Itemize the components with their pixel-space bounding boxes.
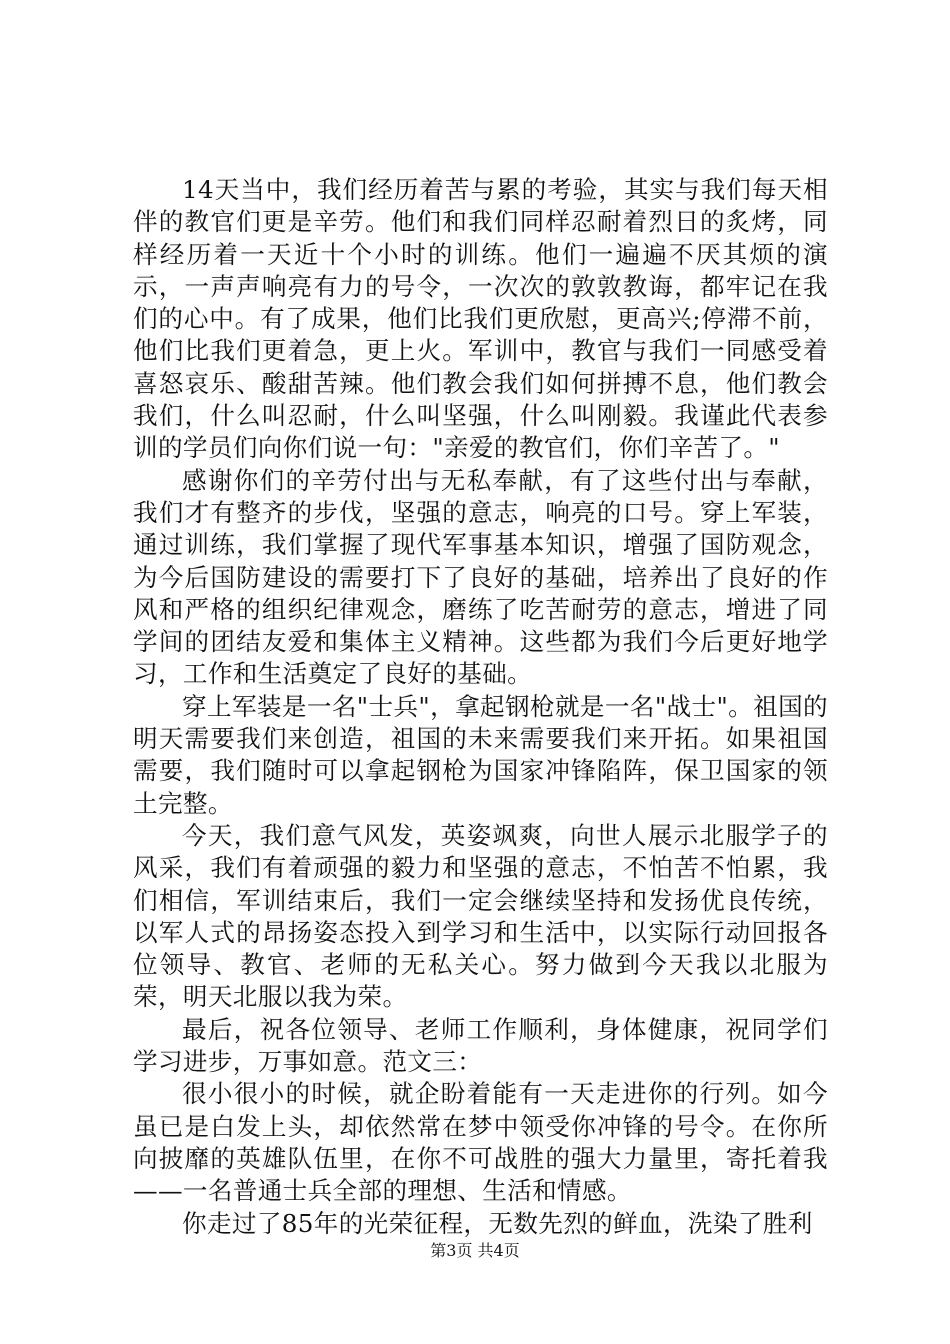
paragraph-7: 你走过了85年的光荣征程，无数先烈的鲜血，洗染了胜利 xyxy=(182,1208,813,1238)
paragraph-3: 穿上军装是一名"士兵"，拿起钢枪就是一名"战士"。祖国的明天需要我们来创造，祖国的未来需要我们来开拓。如果祖国需要，我们随时可以拿起钢枪为国家冲锋陷阵，保卫国家的领土完整。 xyxy=(133,691,828,818)
paragraph-2: 感谢你们的辛劳付出与无私奉献，有了这些付出与奉献，我们才有整齐的步伐，坚强的意志，响亮的口号。穿上军装，通过训练，我们掌握了现代军事基本知识，增强了国防观念，为今后国防建设的需要打下了良好的基础，培养出了良好的作风和严格的组织纪律观念，磨练了吃苦耐劳的意志，增进了同学间的团结友爱和集体主义精神。这些都为我们今后更好地学习，工作和生活奠定了良好的基础。 xyxy=(133,465,828,689)
paragraph-4: 今天，我们意气风发，英姿飒爽，向世人展示北服学子的风采，我们有着顽强的毅力和坚强的意志，不怕苦不怕累，我们相信，军训结束后，我们一定会继续坚持和发扬优良传统，以军人式的昂扬姿态投入到学习和生活中，以实际行动回报各位领导、教官、老师的无私关心。努力做到今天我以北服为荣，明天北服以我为荣。 xyxy=(133,820,828,1012)
body-text xyxy=(133,174,828,1240)
paragraph-5: 最后，祝各位领导、老师工作顺利，身体健康，祝同学们学习进步，万事如意。范文三： xyxy=(133,1014,828,1077)
page-number-footer: 第3页 共4页 xyxy=(430,1241,520,1260)
paragraph-1: 14天当中，我们经历着苦与累的考验，其实与我们每天相伴的教官们更是辛劳。他们和我们同样忍耐着烈日的炙烤，同样经历着一天近十个小时的训练。他们一遍遍不厌其烦的演示，一声声响亮有力的号令，一次次的敦敦教诲，都牢记在我们的心中。有了成果，他们比我们更欣慰，更高兴;停滞不前，他们比我们更着急，更上火。军训中，教官与我们一同感受着喜怒哀乐、酸甜苦辣。他们教会我们如何拼搏不息，他们教会我们，什么叫忍耐，什么叫坚强，什么叫刚毅。我谨此代表参训的学员们向你们说一句："亲爱的教官们，你们辛苦了。" xyxy=(133,175,828,463)
paragraph-6: 很小很小的时候，就企盼着能有一天走进你的行列。如今虽已是白发上头，却依然常在梦中领受你冲锋的号令。在你所向披靡的英雄队伍里，在你不可战胜的强大力量里，寄托着我——一名普通士兵全部的理想、生活和情感。 xyxy=(133,1079,828,1206)
